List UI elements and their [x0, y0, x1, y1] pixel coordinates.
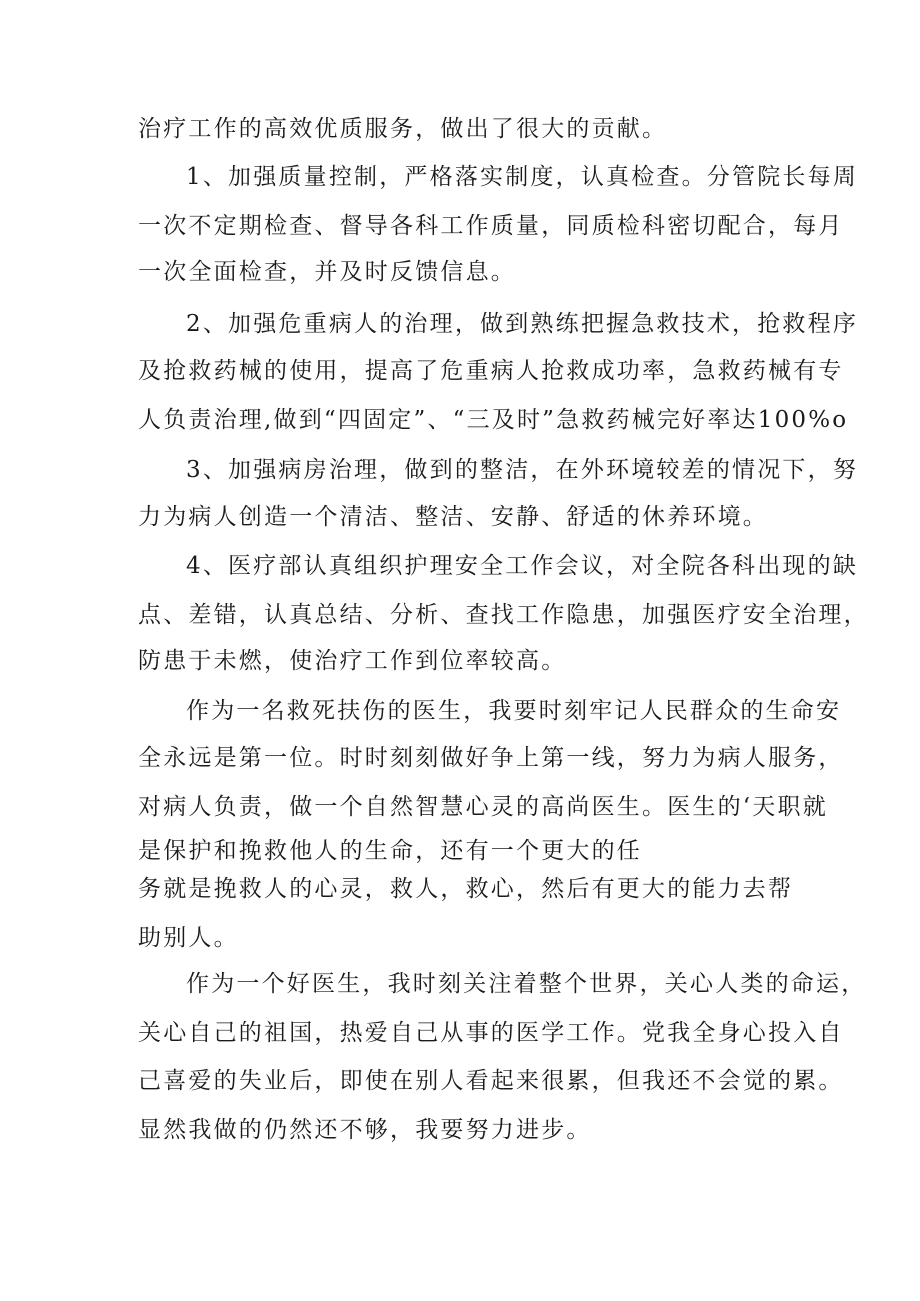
- text-line: 对病人负责，做一个自然智慧心灵的高尚医生。医生的‘天职就: [138, 794, 828, 820]
- text-line: 力为病人创造一个清洁、整洁、安静、舒适的休养环境。: [138, 504, 768, 530]
- text-line: 防患于未燃，使治疗工作到位率较高。: [138, 648, 567, 674]
- text-line: 助别人。: [138, 925, 239, 951]
- text-line: 3、加强病房治理，做到的整洁，在外环境较差的情况下，努: [186, 457, 859, 483]
- text-line: 及抢救药械的使用，提高了危重病人抢救成功率，急救药械有专: [138, 358, 844, 384]
- text-line: 务就是挽救人的心灵，救人，救心，然后有更大的能力去帮: [138, 876, 794, 902]
- text-line: 己喜爱的失业后，即使在别人看起来很累，但我还不会觉的累。: [138, 1068, 844, 1094]
- text-line: 作为一个好医生，我时刻关注着整个世界，关心人类的命运，: [186, 971, 867, 997]
- text-line: 1、加强质量控制，严格落实制度，认真检查。分管院长每周: [186, 164, 859, 190]
- text-line: 一次不定期检查、督导各科工作质量，同质检科密切配合，每月: [138, 213, 844, 239]
- text-line: 2、加强危重病人的治理，做到熟练把握急救技术，抢救程序: [186, 311, 859, 337]
- text-line: 点、差错，认真总结、分析、查找工作隐患，加强医疗安全治理，: [138, 602, 869, 628]
- text-line: 是保护和挽救他人的生命，还有一个更大的任: [138, 838, 642, 864]
- text-line: 一次全面检查，并及时反馈信息。: [138, 259, 516, 285]
- text-line: 显然我做的仍然还不够，我要努力进步。: [138, 1117, 592, 1143]
- text-line: 全永远是第一位。时时刻刻做好争上第一线，努力为病人服务，: [138, 745, 844, 771]
- text-line: 作为一名救死扶伤的医生，我要时刻牢记人民群众的生命安: [186, 698, 842, 724]
- text-line: 4、医疗部认真组织护理安全工作会议，对全院各科出现的缺: [186, 553, 859, 579]
- text-line: 人负责治理,做到“四固定”、“三及时”急救药械完好率达100%o: [138, 407, 849, 433]
- text-line: 关心自己的祖国，热爱自己从事的医学工作。党我全身心投入自: [138, 1020, 844, 1046]
- text-line: 治疗工作的高效优质服务，做出了很大的贡献。: [138, 116, 668, 142]
